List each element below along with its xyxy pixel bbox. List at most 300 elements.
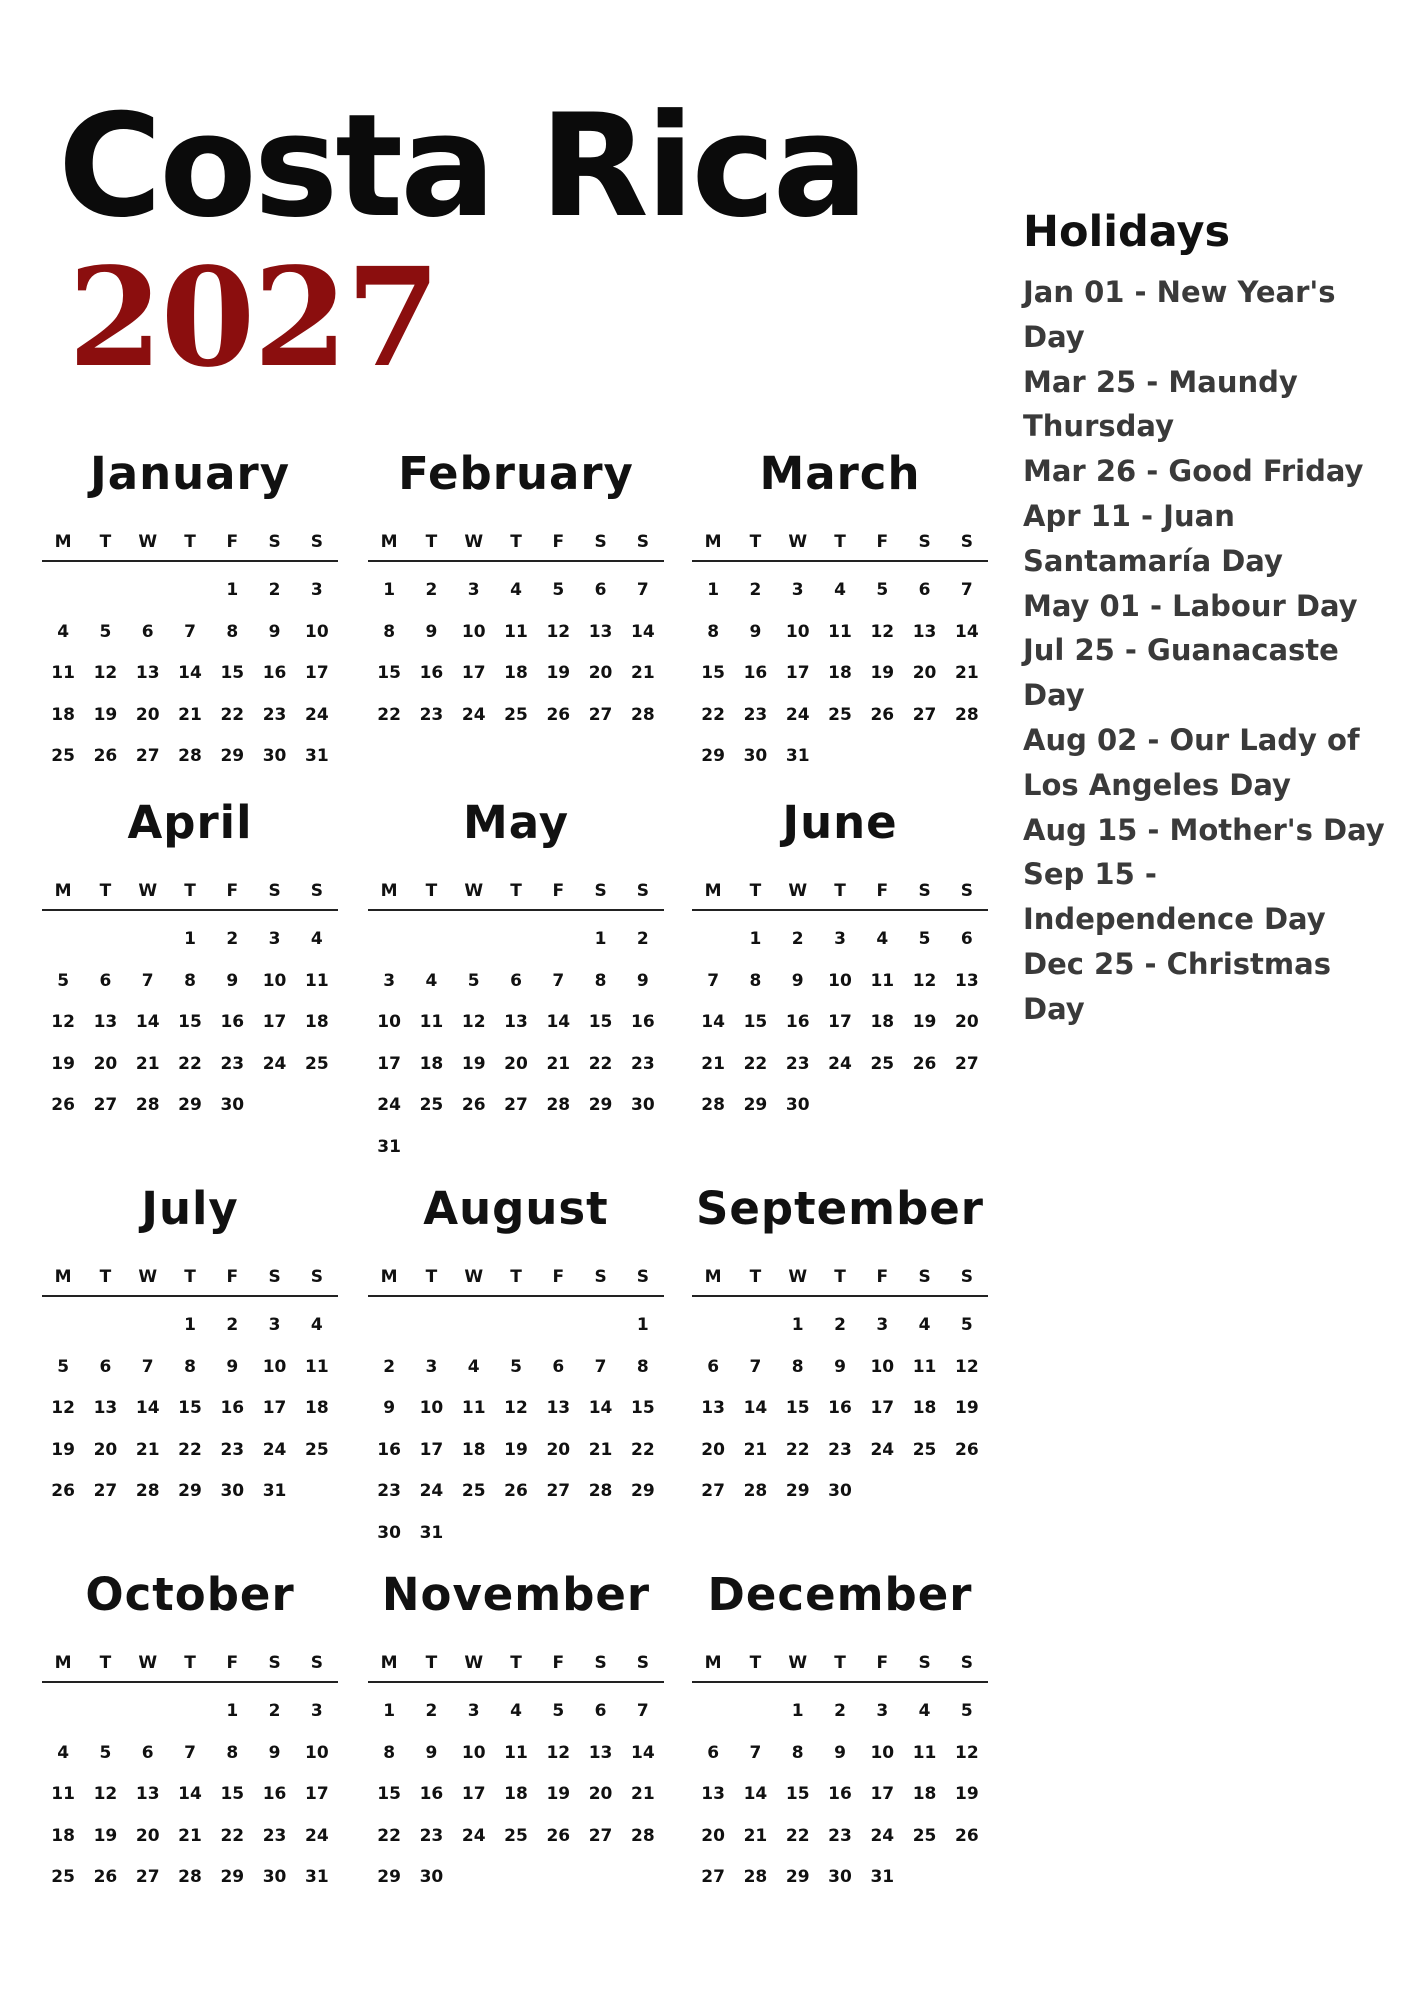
day-cell: 2 <box>226 929 239 949</box>
day-cell: 1 <box>383 580 396 600</box>
day-cell: 9 <box>425 1742 438 1763</box>
day-cell: 2 <box>383 1356 396 1377</box>
week-row <box>42 1471 338 1513</box>
day-cell: 9 <box>226 1356 239 1377</box>
day-cell: 22 <box>377 704 401 725</box>
day-cell: 21 <box>135 1053 160 1074</box>
day-cell: 31 <box>305 1867 329 1887</box>
weekday-label: W <box>788 532 808 552</box>
day-cell: 25 <box>51 1867 75 1887</box>
day-cell: 17 <box>870 1398 895 1418</box>
weekday-label: M <box>54 1267 72 1287</box>
empty-day-cell <box>84 1305 126 1347</box>
day-cell: 8 <box>383 621 396 642</box>
week-row <box>42 695 338 737</box>
day-cell: 5 <box>960 1315 973 1335</box>
day-cell: 4 <box>510 580 522 600</box>
empty-day-cell <box>42 1305 84 1347</box>
empty-day-cell <box>169 570 211 612</box>
weekday-label: S <box>594 881 607 901</box>
weekday-label: S <box>594 532 607 552</box>
day-cell: 11 <box>828 621 852 642</box>
day-cell: 23 <box>220 1053 245 1074</box>
day-cell: 15 <box>785 1784 810 1804</box>
day-cell: 15 <box>701 663 725 683</box>
weekday-label: S <box>918 1653 931 1673</box>
day-cell: 24 <box>870 1439 895 1460</box>
week-row <box>42 1691 338 1733</box>
month-name: October <box>85 1568 295 1621</box>
day-cell: 9 <box>383 1398 396 1418</box>
weekday-label: S <box>636 881 649 901</box>
week-row <box>368 1774 664 1816</box>
day-cell: 16 <box>419 663 444 683</box>
day-cell: 16 <box>828 1784 852 1804</box>
month-days <box>368 919 664 1168</box>
week-row <box>692 1044 988 1086</box>
empty-day-cell <box>537 1305 579 1347</box>
page-title: Costa Rica <box>58 84 866 249</box>
weekday-label: S <box>268 1267 281 1287</box>
month-november <box>368 1567 664 1899</box>
weekday-label: M <box>54 532 72 552</box>
day-cell: 29 <box>701 746 725 766</box>
empty-day-cell <box>579 1857 621 1899</box>
day-cell: 24 <box>828 1053 852 1074</box>
day-cell: 31 <box>262 1481 287 1501</box>
day-cell: 6 <box>707 1356 720 1377</box>
day-cell: 13 <box>588 1742 613 1763</box>
empty-day-cell <box>495 919 537 961</box>
day-cell: 4 <box>918 1701 931 1721</box>
weekday-label: M <box>704 1653 722 1673</box>
day-cell: 9 <box>268 1742 281 1763</box>
day-cell: 12 <box>546 1742 571 1763</box>
day-cell: 13 <box>135 663 160 683</box>
day-cell: 28 <box>135 1095 160 1115</box>
month-october <box>42 1567 338 1899</box>
holidays-panel <box>1023 200 1393 1032</box>
day-cell: 14 <box>955 621 979 642</box>
day-cell: 1 <box>707 580 720 600</box>
weekday-label: W <box>788 881 808 901</box>
day-cell: 2 <box>636 929 649 949</box>
month-name: January <box>89 447 291 500</box>
day-cell: 16 <box>743 663 768 683</box>
weekday-label: F <box>226 1653 239 1673</box>
day-cell: 7 <box>636 1701 649 1721</box>
empty-day-cell <box>579 1305 621 1347</box>
day-cell: 7 <box>552 970 565 991</box>
day-cell: 26 <box>504 1481 528 1501</box>
month-name: September <box>696 1182 984 1235</box>
day-cell: 24 <box>461 704 486 725</box>
weekday-label: T <box>749 881 762 901</box>
day-cell: 10 <box>785 621 810 642</box>
weekday-header <box>42 1645 338 1683</box>
day-cell: 31 <box>377 1136 401 1157</box>
day-cell: 14 <box>701 1012 725 1032</box>
weekday-label: T <box>184 881 196 901</box>
day-cell: 25 <box>305 1439 329 1460</box>
month-name: February <box>398 447 634 500</box>
weekday-label: W <box>464 1267 484 1287</box>
weekday-label: M <box>54 1653 72 1673</box>
day-cell: 10 <box>461 621 486 642</box>
day-cell: 11 <box>504 621 528 642</box>
day-cell: 9 <box>791 970 804 991</box>
weekday-label: T <box>834 532 846 552</box>
day-cell: 17 <box>828 1012 852 1032</box>
day-cell: 11 <box>305 1356 329 1377</box>
empty-day-cell <box>453 919 495 961</box>
day-cell: 16 <box>419 1784 444 1804</box>
month-days <box>368 1305 664 1554</box>
day-cell: 1 <box>184 929 196 949</box>
month-february <box>368 446 664 736</box>
day-cell: 5 <box>99 1742 112 1763</box>
weekday-header <box>42 1259 338 1297</box>
weekday-label: F <box>876 881 889 901</box>
weekday-label: W <box>138 881 158 901</box>
day-cell: 18 <box>51 1825 75 1846</box>
day-cell: 11 <box>461 1398 486 1418</box>
day-cell: 1 <box>636 1315 649 1335</box>
empty-day-cell <box>410 1127 452 1169</box>
weekday-label: F <box>552 532 565 552</box>
weekday-label: F <box>552 1267 565 1287</box>
week-row <box>368 1430 664 1472</box>
month-name: August <box>423 1182 609 1235</box>
day-cell: 17 <box>461 1784 486 1804</box>
day-cell: 3 <box>876 1701 889 1721</box>
empty-day-cell <box>42 919 84 961</box>
day-cell: 23 <box>828 1825 852 1846</box>
day-cell: 15 <box>377 663 401 683</box>
day-cell: 18 <box>504 663 528 683</box>
day-cell: 15 <box>178 1398 202 1418</box>
empty-day-cell <box>84 1691 126 1733</box>
week-row <box>692 1085 988 1127</box>
day-cell: 28 <box>588 1481 613 1501</box>
day-cell: 19 <box>51 1053 75 1074</box>
day-cell: 15 <box>743 1012 768 1032</box>
day-cell: 12 <box>504 1398 528 1418</box>
day-cell: 18 <box>305 1398 329 1418</box>
day-cell: 28 <box>743 1867 768 1887</box>
day-cell: 6 <box>141 621 154 642</box>
day-cell: 28 <box>546 1095 571 1115</box>
day-cell: 25 <box>419 1095 444 1115</box>
day-cell: 30 <box>631 1095 655 1115</box>
day-cell: 23 <box>743 704 768 725</box>
day-cell: 20 <box>546 1439 571 1460</box>
day-cell: 21 <box>743 1825 768 1846</box>
day-cell: 8 <box>383 1742 396 1763</box>
day-cell: 27 <box>955 1053 979 1074</box>
day-cell: 19 <box>461 1053 486 1074</box>
holiday-item: Jul 25 - Guanacaste Day <box>1023 633 1339 713</box>
week-row <box>692 653 988 695</box>
month-days <box>368 570 664 736</box>
day-cell: 8 <box>184 970 196 991</box>
day-cell: 12 <box>912 970 937 991</box>
weekday-label: S <box>594 1653 607 1673</box>
week-row <box>42 961 338 1003</box>
month-april <box>42 795 338 1127</box>
day-cell: 20 <box>912 663 937 683</box>
day-cell: 19 <box>955 1398 979 1418</box>
week-row <box>692 1305 988 1347</box>
day-cell: 14 <box>588 1398 613 1418</box>
day-cell: 13 <box>93 1398 118 1418</box>
weekday-label: F <box>226 1267 239 1287</box>
weekday-label: T <box>99 881 112 901</box>
day-cell: 27 <box>701 1867 725 1887</box>
week-row <box>692 1347 988 1389</box>
day-cell: 29 <box>631 1481 655 1501</box>
weekday-label: S <box>310 1267 323 1287</box>
day-cell: 2 <box>268 1701 281 1721</box>
day-cell: 17 <box>262 1012 287 1032</box>
day-cell: 22 <box>588 1053 613 1074</box>
day-cell: 30 <box>743 746 768 766</box>
day-cell: 17 <box>305 1784 329 1804</box>
day-cell: 4 <box>834 580 846 600</box>
week-row <box>42 612 338 654</box>
day-cell: 18 <box>51 704 75 725</box>
weekday-label: M <box>380 532 398 552</box>
day-cell: 23 <box>785 1053 810 1074</box>
empty-day-cell <box>734 1305 776 1347</box>
day-cell: 17 <box>785 663 810 683</box>
empty-day-cell <box>946 1857 988 1899</box>
day-cell: 23 <box>419 704 444 725</box>
weekday-label: W <box>464 1653 484 1673</box>
weekday-label: F <box>876 1653 889 1673</box>
empty-day-cell <box>84 570 126 612</box>
day-cell: 13 <box>955 970 979 991</box>
weekday-label: T <box>425 1267 438 1287</box>
day-cell: 18 <box>912 1784 937 1804</box>
day-cell: 18 <box>461 1439 486 1460</box>
week-row <box>368 1733 664 1775</box>
day-cell: 28 <box>631 704 655 725</box>
day-cell: 18 <box>305 1012 329 1032</box>
empty-day-cell <box>127 1305 169 1347</box>
holidays-title: Holidays <box>1023 207 1231 257</box>
holiday-item: Jan 01 - New Year's Day <box>1023 275 1336 354</box>
day-cell: 22 <box>178 1439 202 1460</box>
month-days <box>368 1691 664 1899</box>
weekday-header <box>692 1645 988 1683</box>
day-cell: 10 <box>870 1742 895 1763</box>
day-cell: 4 <box>310 1315 323 1335</box>
week-row <box>42 653 338 695</box>
day-cell: 29 <box>377 1867 401 1887</box>
empty-day-cell <box>296 1085 338 1127</box>
day-cell: 10 <box>305 1742 329 1763</box>
month-june <box>692 795 988 1127</box>
week-row <box>368 1127 664 1169</box>
day-cell: 15 <box>588 1012 613 1032</box>
week-row <box>692 570 988 612</box>
week-row <box>692 736 988 778</box>
weekday-label: S <box>960 532 973 552</box>
weekday-label: T <box>184 1653 196 1673</box>
weekday-label: S <box>636 532 649 552</box>
day-cell: 13 <box>701 1784 725 1804</box>
day-cell: 6 <box>960 929 973 949</box>
day-cell: 28 <box>135 1481 160 1501</box>
day-cell: 12 <box>93 663 118 683</box>
day-cell: 10 <box>305 621 329 642</box>
day-cell: 12 <box>51 1398 75 1418</box>
day-cell: 24 <box>262 1053 287 1074</box>
day-cell: 28 <box>178 1867 202 1887</box>
empty-day-cell <box>579 1513 621 1555</box>
day-cell: 7 <box>184 621 196 642</box>
month-days <box>692 919 988 1127</box>
day-cell: 30 <box>220 1095 245 1115</box>
day-cell: 5 <box>99 621 112 642</box>
day-cell: 18 <box>828 663 852 683</box>
weekday-label: S <box>918 1267 931 1287</box>
empty-day-cell <box>495 1127 537 1169</box>
weekday-label: M <box>54 881 72 901</box>
empty-day-cell <box>453 1857 495 1899</box>
day-cell: 8 <box>636 1356 649 1377</box>
day-cell: 29 <box>588 1095 613 1115</box>
day-cell: 20 <box>93 1053 118 1074</box>
day-cell: 2 <box>425 1701 438 1721</box>
month-name: May <box>462 796 570 849</box>
weekday-label: S <box>268 532 281 552</box>
week-row <box>692 1733 988 1775</box>
day-cell: 10 <box>419 1398 444 1418</box>
day-cell: 25 <box>51 746 75 766</box>
empty-day-cell <box>453 1513 495 1555</box>
month-august <box>368 1181 664 1554</box>
day-cell: 14 <box>631 1742 655 1763</box>
weekday-label: S <box>310 1653 323 1673</box>
day-cell: 8 <box>749 970 762 991</box>
day-cell: 24 <box>419 1481 444 1501</box>
day-cell: 16 <box>220 1398 245 1418</box>
week-row <box>42 1733 338 1775</box>
day-cell: 22 <box>743 1053 768 1074</box>
month-days <box>42 570 338 778</box>
day-cell: 30 <box>785 1095 810 1115</box>
day-cell: 3 <box>310 1701 323 1721</box>
weekday-label: S <box>960 881 973 901</box>
weekday-label: F <box>876 532 889 552</box>
day-cell: 30 <box>262 746 287 766</box>
weekday-label: S <box>594 1267 607 1287</box>
day-cell: 13 <box>93 1012 118 1032</box>
day-cell: 30 <box>828 1867 852 1887</box>
day-cell: 17 <box>262 1398 287 1418</box>
day-cell: 20 <box>135 1825 160 1846</box>
week-row <box>692 1857 988 1899</box>
empty-day-cell <box>692 919 734 961</box>
day-cell: 23 <box>377 1481 401 1501</box>
month-days <box>692 1691 988 1899</box>
holiday-item: Aug 15 - Mother's Day <box>1023 812 1385 847</box>
day-cell: 2 <box>226 1315 239 1335</box>
day-cell: 21 <box>546 1053 571 1074</box>
day-cell: 23 <box>419 1825 444 1846</box>
empty-day-cell <box>368 1305 410 1347</box>
day-cell: 27 <box>135 1867 160 1887</box>
day-cell: 9 <box>834 1742 846 1763</box>
day-cell: 21 <box>588 1439 613 1460</box>
day-cell: 14 <box>178 1784 202 1804</box>
day-cell: 5 <box>918 929 931 949</box>
day-cell: 15 <box>377 1784 401 1804</box>
empty-day-cell <box>946 1085 988 1127</box>
day-cell: 29 <box>220 1867 245 1887</box>
empty-day-cell <box>861 736 903 778</box>
day-cell: 19 <box>912 1012 937 1032</box>
day-cell: 25 <box>305 1053 329 1074</box>
day-cell: 14 <box>178 663 202 683</box>
day-cell: 4 <box>876 929 889 949</box>
day-cell: 26 <box>51 1481 75 1501</box>
day-cell: 1 <box>749 929 762 949</box>
day-cell: 6 <box>99 970 112 991</box>
year-label: 2027 <box>68 238 439 398</box>
day-cell: 2 <box>834 1315 846 1335</box>
day-cell: 20 <box>504 1053 528 1074</box>
empty-day-cell <box>410 1305 452 1347</box>
weekday-header <box>692 1259 988 1297</box>
day-cell: 11 <box>51 1784 75 1804</box>
day-cell: 27 <box>93 1095 118 1115</box>
weekday-label: T <box>510 532 522 552</box>
day-cell: 28 <box>743 1481 768 1501</box>
weekday-label: M <box>380 881 398 901</box>
week-row <box>692 612 988 654</box>
day-cell: 16 <box>828 1398 852 1418</box>
day-cell: 9 <box>425 621 438 642</box>
weekday-label: S <box>918 881 931 901</box>
day-cell: 14 <box>743 1398 768 1418</box>
weekday-label: F <box>552 881 565 901</box>
week-row <box>368 1044 664 1086</box>
empty-day-cell <box>453 1305 495 1347</box>
day-cell: 16 <box>262 663 287 683</box>
day-cell: 7 <box>141 1356 154 1377</box>
weekday-label: S <box>960 1653 973 1673</box>
day-cell: 26 <box>955 1439 979 1460</box>
day-cell: 3 <box>791 580 804 600</box>
day-cell: 4 <box>57 1742 70 1763</box>
day-cell: 8 <box>184 1356 196 1377</box>
empty-day-cell <box>903 1471 945 1513</box>
day-cell: 15 <box>631 1398 655 1418</box>
day-cell: 27 <box>93 1481 118 1501</box>
weekday-header <box>368 524 664 562</box>
day-cell: 10 <box>262 1356 287 1377</box>
day-cell: 30 <box>419 1867 444 1887</box>
day-cell: 29 <box>178 1481 202 1501</box>
day-cell: 1 <box>791 1315 804 1335</box>
day-cell: 10 <box>377 1012 401 1032</box>
day-cell: 26 <box>93 746 118 766</box>
day-cell: 19 <box>955 1784 979 1804</box>
day-cell: 29 <box>785 1481 810 1501</box>
